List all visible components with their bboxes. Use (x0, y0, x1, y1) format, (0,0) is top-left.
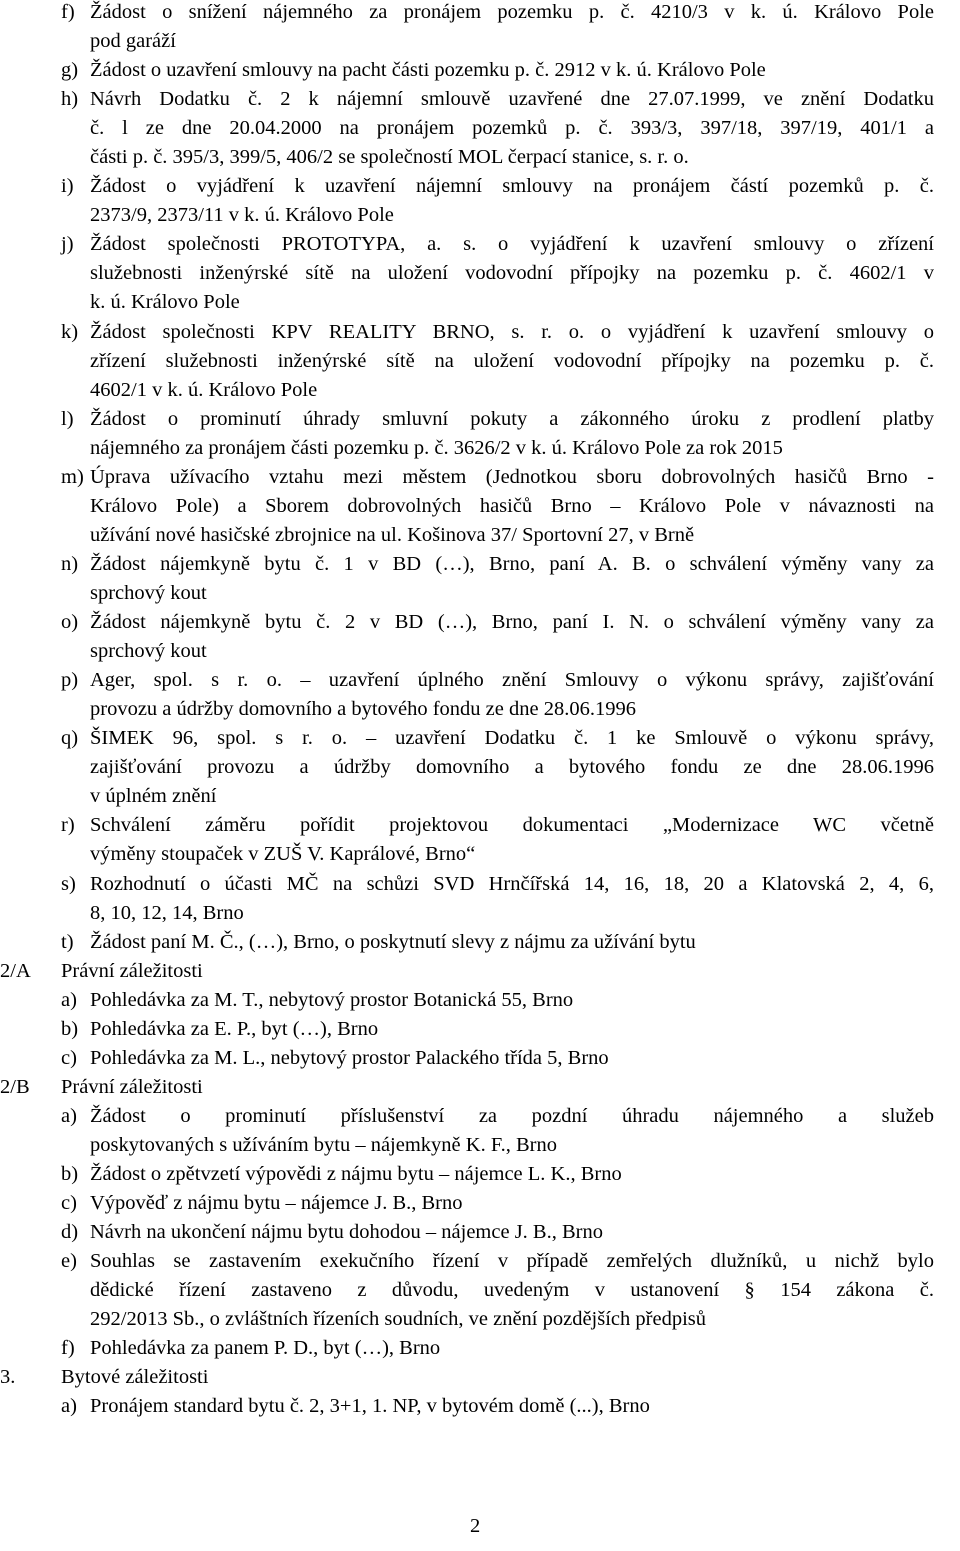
item-label: k) (61, 320, 79, 343)
item-text-line: Pohledávka za panem P. D., byt (…), Brno (90, 1337, 441, 1360)
item-label: o) (61, 611, 79, 634)
item-text-line: užívání nové hasičské zbrojnice na ul. Košinova 37/ Sportovní 27, v Brně (90, 523, 695, 546)
item-text-line: Návrh Dodatku č. 2 k nájemní smlouvě uzavřené dne 27.07.1999, ve znění Dodatku (90, 88, 934, 111)
item-text-line: č. l ze dne 20.04.2000 na pronájem pozemků p. č. 393/3, 397/18, 397/19, 401/1 a (90, 117, 934, 140)
item-label: p) (61, 669, 79, 692)
item-text-line: Pohledávka za M. T., nebytový prostor Botanická 55, Brno (90, 988, 574, 1011)
item-text-line: Královo Pole) a Sborem dobrovolných hasičů Brno – Královo Pole v návaznosti na (90, 494, 934, 517)
item-text-line: 2373/9, 2373/11 v k. ú. Královo Pole (90, 204, 394, 227)
item-label: t) (61, 930, 74, 953)
item-text-line: služebnosti inženýrské sítě na uložení vodovodní přípojky na pozemku p. č. 4602/1 v (90, 262, 934, 285)
item-label: m) (61, 465, 84, 488)
item-text-line: v úplném znění (90, 785, 217, 808)
item-text-line: Pohledávka za E. P., byt (…), Brno (90, 1017, 379, 1040)
item-label: g) (61, 59, 79, 82)
item-text-line: Schválení záměru pořídit projektovou dokumentaci „Modernizace WC včetně (90, 814, 934, 837)
item-text-line: Žádost společnosti KPV REALITY BRNO, s. r. o. o vyjádření k uzavření smlouvy o (90, 320, 934, 343)
item-text-line: Žádost nájemkyně bytu č. 2 v BD (…), Brno, paní I. N. o schválení výměny vany za (90, 611, 934, 634)
item-text-line: Výpověď z nájmu bytu – nájemce J. B., Brno (90, 1192, 463, 1215)
item-label: j) (61, 233, 74, 256)
item-text-line: části p. č. 395/3, 399/5, 406/2 se společností MOL čerpací stanice, s. r. o. (90, 146, 689, 169)
item-text-line: 292/2013 Sb., o zvláštních řízeních soudních, ve znění pozdějších předpisů (90, 1308, 707, 1331)
section-title: Právní záležitosti (61, 959, 203, 982)
item-label: h) (61, 88, 79, 111)
section-title: Právní záležitosti (61, 1075, 203, 1098)
item-label: b) (61, 1017, 79, 1040)
item-text-line: ŠIMEK 96, spol. s r. o. – uzavření Dodatku č. 1 ke Smlouvě o výkonu správy, (90, 727, 934, 750)
item-text-line: provozu a údržby domovního a bytového fondu ze dne 28.06.1996 (90, 698, 636, 721)
item-label: c) (61, 1192, 77, 1215)
item-text-line: pod garáží (90, 30, 176, 53)
item-text-line: Žádost paní M. Č., (…), Brno, o poskytnutí slevy z nájmu za užívání bytu (90, 930, 696, 953)
item-label: i) (61, 175, 74, 198)
item-text-line: 8, 10, 12, 14, Brno (90, 901, 244, 924)
item-text-line: Žádost o prominutí úhrady smluvní pokuty a zákonného úroku z prodlení platby (90, 407, 934, 430)
item-text-line: Žádost nájemkyně bytu č. 1 v BD (…), Brno, paní A. B. o schválení výměny vany za (90, 552, 934, 575)
item-text-line: Žádost o snížení nájemného za pronájem pozemku p. č. 4210/3 v k. ú. Královo Pole (90, 1, 934, 23)
item-text-line: Pronájem standard bytu č. 2, 3+1, 1. NP, v bytovém domě (...), Brno (90, 1395, 650, 1418)
item-text-line: Žádost o prominutí příslušenství za pozdní úhradu nájemného a služeb (90, 1104, 934, 1127)
item-text-line: Pohledávka za M. L., nebytový prostor Palackého třída 5, Brno (90, 1046, 609, 1069)
item-text-line: zajišťování provozu a údržby domovního a bytového fondu ze dne 28.06.1996 (90, 756, 934, 779)
item-label: l) (61, 407, 74, 430)
item-text-line: Návrh na ukončení nájmu bytu dohodou – nájemce J. B., Brno (90, 1221, 603, 1244)
item-label: a) (61, 1395, 77, 1418)
item-text-line: Rozhodnutí o účasti MČ na schůzi SVD Hrnčířská 14, 16, 18, 20 a Klatovská 2, 4, 6, (90, 872, 934, 895)
item-label: f) (61, 1337, 75, 1360)
item-label: d) (61, 1221, 79, 1244)
item-label: a) (61, 1104, 77, 1127)
item-text-line: Žádost společnosti PROTOTYPA, a. s. o vyjádření k uzavření smlouvy o zřízení (90, 233, 934, 256)
item-text-line: zřízení služebnosti inženýrské sítě na uložení vodovodní přípojky na pozemku p. č. (90, 349, 934, 372)
item-text-line: dědické řízení zastaveno z důvodu, uvedeným v ustanovení § 154 zákona č. (90, 1279, 934, 1302)
item-text-line: Souhlas se zastavením exekučního řízení v případě zemřelých dlužníků, u nichž bylo (90, 1250, 934, 1273)
item-label: s) (61, 872, 76, 895)
item-text-line: Žádost o uzavření smlouvy na pacht části pozemku p. č. 2912 v k. ú. Královo Pole (90, 59, 766, 82)
section-number: 2/A (0, 959, 31, 982)
item-text-line: sprchový kout (90, 581, 207, 604)
item-text-line: výměny stoupaček v ZUŠ V. Kaprálové, Brno“ (90, 843, 476, 866)
item-label: e) (61, 1250, 77, 1273)
item-label: r) (61, 814, 75, 837)
item-text-line: 4602/1 v k. ú. Královo Pole (90, 378, 318, 401)
section-number: 3. (0, 1366, 16, 1389)
item-label: c) (61, 1046, 77, 1069)
item-label: a) (61, 988, 77, 1011)
item-text-line: k. ú. Královo Pole (90, 291, 240, 314)
page-number: 2 (470, 1515, 481, 1537)
item-text-line: sprchový kout (90, 640, 207, 663)
section-number: 2/B (0, 1075, 30, 1098)
item-text-line: poskytovaných s užíváním bytu – nájemkyně K. F., Brno (90, 1133, 557, 1156)
item-text-line: Žádost o vyjádření k uzavření nájemní smlouvy na pronájem částí pozemků p. č. (90, 175, 934, 198)
item-label: b) (61, 1163, 79, 1185)
item-text-line: Úprava užívacího vztahu mezi městem (Jednotkou sboru dobrovolných hasičů Brno - (90, 465, 934, 488)
section-title: Bytové záležitosti (61, 1366, 209, 1389)
item-text-line: Ager, spol. s r. o. – uzavření úplného znění Smlouvy o výkonu správy, zajišťování (90, 669, 934, 692)
item-label: q) (61, 727, 79, 750)
item-text-line: Žádost o zpětvzetí výpovědi z nájmu bytu – nájemce L. K., Brno (90, 1163, 622, 1185)
item-text-line: nájemného za pronájem části pozemku p. č. 3626/2 v k. ú. Královo Pole za rok 2015 (90, 436, 783, 459)
item-label: f) (61, 1, 75, 23)
item-label: n) (61, 552, 79, 575)
